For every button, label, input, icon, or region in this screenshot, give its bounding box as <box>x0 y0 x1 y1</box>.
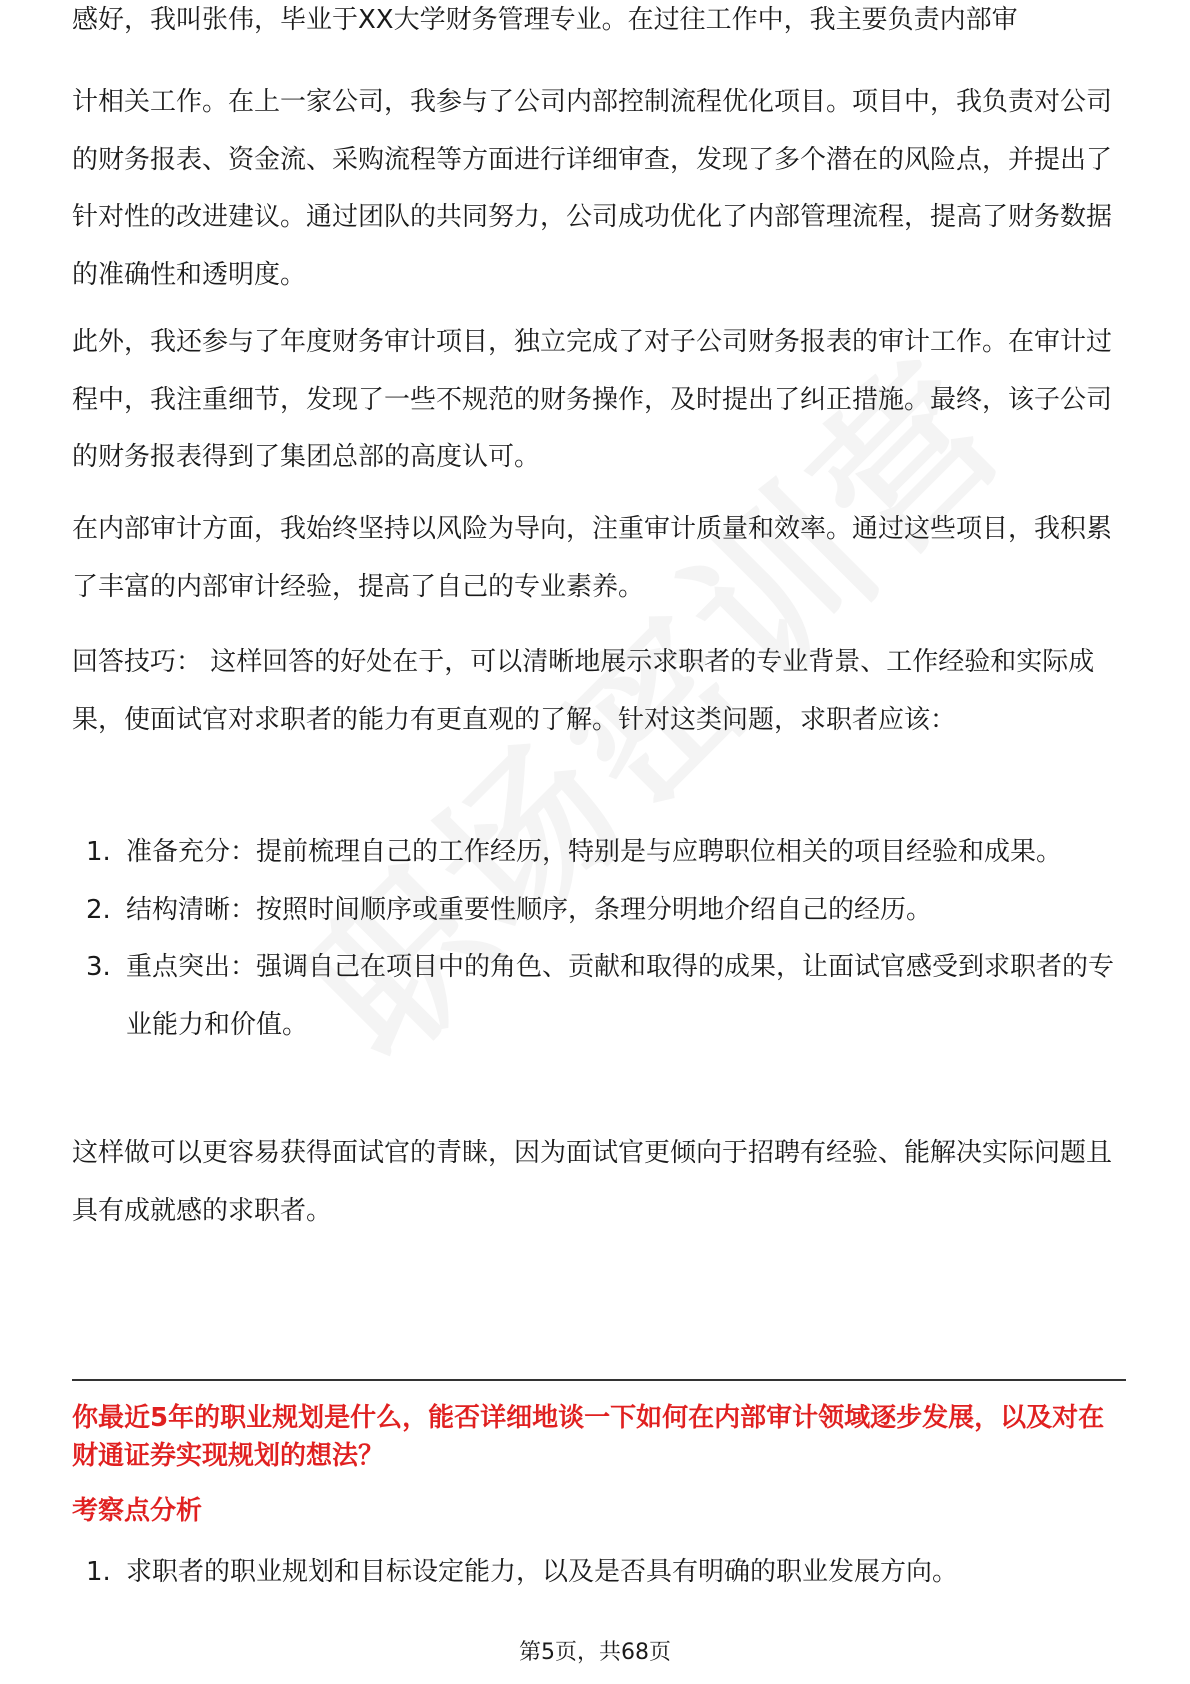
paragraph-conclusion: 这样做可以更容易获得面试官的青睐，因为面试官更倾向于招聘有经验、能解决实际问题且具有成就感的求职者。 <box>72 1138 1113 1226</box>
section-divider <box>72 1379 1126 1381</box>
paragraph-internal-audit: 在内部审计方面，我始终坚持以风险为导向，注重审计质量和效率。通过这些项目，我积累了丰富的内部审计经验，提高了自己的专业素养。 <box>72 514 1113 602</box>
list-item: 3. 重点突出：强调自己在项目中的角色、贡献和取得的成果，让面试官感受到求职者的专业能力和价值。 <box>86 952 1115 1040</box>
tips-list <box>72 824 1122 1054</box>
page-number: 第5页，共68页 <box>519 1640 671 1665</box>
list-item: 1. 准备充分：提前梳理自己的工作经历，特别是与应聘职位相关的项目经验和成果。 <box>86 837 1063 867</box>
paragraph-project-experience: 计相关工作。在上一家公司，我参与了公司内部控制流程优化项目。项目中，我负责对公司的财务报表、资金流、采购流程等方面进行详细审查，发现了多个潜在的风险点，并提出了针对性的改进建议。通过团队的共同努力，公司成功优化了内部管理流程，提高了财务数据的准确性和透明度。 <box>72 87 1113 290</box>
list-item: 2. 结构清晰：按照时间顺序或重要性顺序，条理分明地介绍自己的经历。 <box>86 894 933 925</box>
paragraph-annual-audit: 此外，我还参与了年度财务审计项目，独立完成了对子公司财务报表的审计工作。在审计过程中，我注重细节，发现了一些不规范的财务操作，及时提出了纠正措施。最终，该子公司的财务报表得到了集团总部的高度认可。 <box>72 327 1113 472</box>
analysis-list <box>72 1544 1122 1602</box>
list-item: 1. 求职者的职业规划和目标设定能力，以及是否具有明确的职业发展方向。 <box>86 1557 959 1587</box>
interview-question: 你最近5年的职业规划是什么，能否详细地谈一下如何在内部审计领域逐步发展，以及对在财通证券实现规划的想法？ <box>72 1403 1105 1471</box>
analysis-heading: 考察点分析 <box>72 1496 203 1526</box>
paragraph-answer-tips: 回答技巧： 这样回答的好处在于，可以清晰地展示求职者的专业背景、工作经验和实际成果，使面试官对求职者的能力有更直观的了解。针对这类问题，求职者应该： <box>72 647 1095 735</box>
cut-off-text-line: 感好，我叫张伟，毕业于XX大学财务管理专业。在过往工作中，我主要负责内部审 <box>72 5 1018 35</box>
